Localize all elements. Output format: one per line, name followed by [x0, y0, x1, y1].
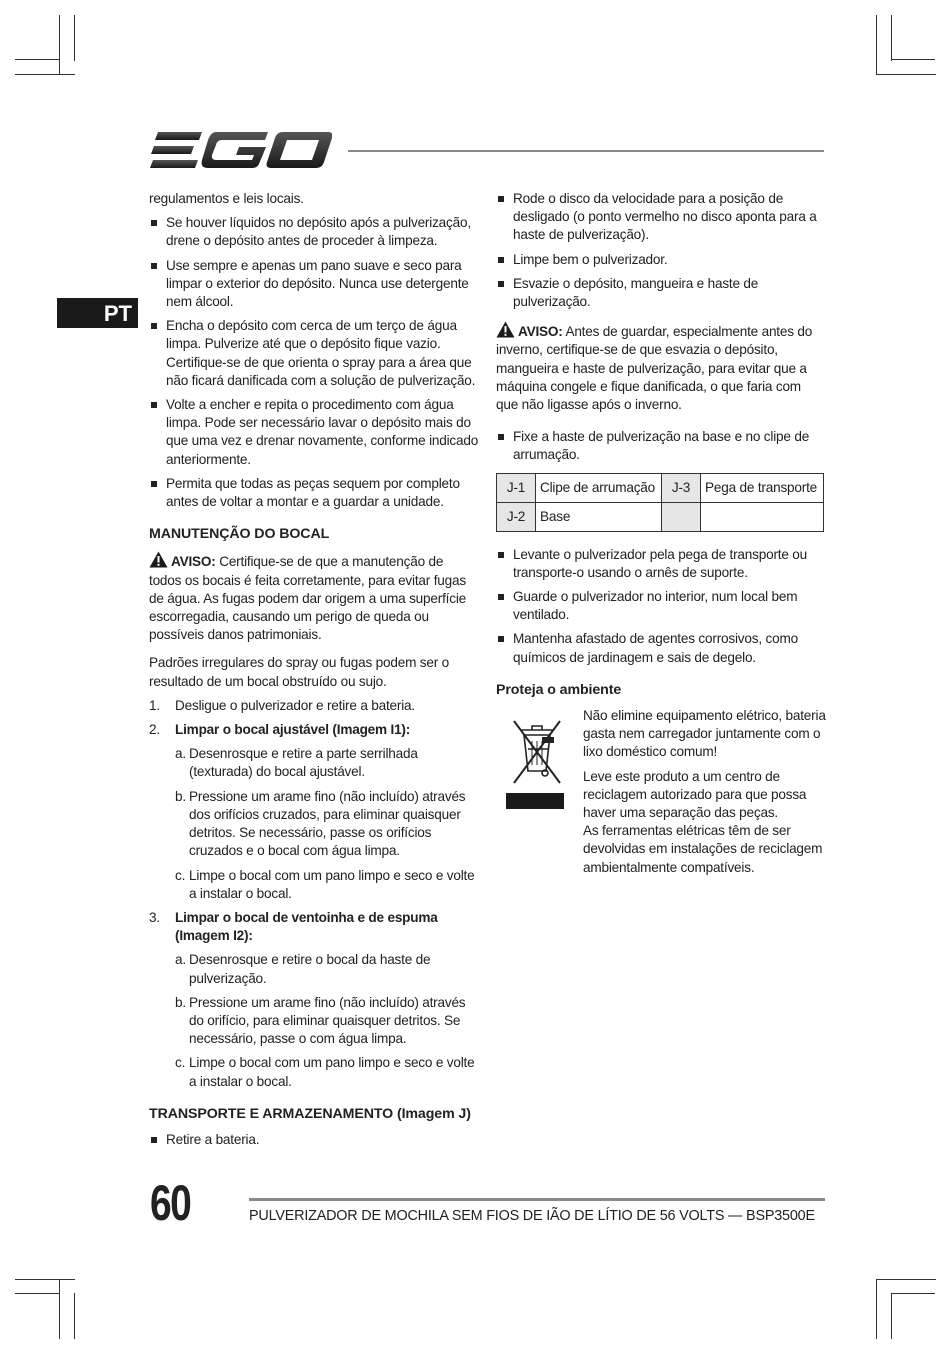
sub-step-text: Desenrosque e retire o bocal da haste de pulverização. — [189, 952, 431, 986]
crop-mark — [15, 1293, 59, 1294]
sub-step-text: Desenrosque e retire a parte serrilhada (texturada) do bocal ajustável. — [189, 746, 418, 780]
step-number: 2. — [149, 722, 160, 738]
environment-heading: Proteja o ambiente — [496, 681, 622, 698]
part-name: Clipe de arrumação — [536, 473, 662, 502]
crop-mark — [59, 15, 60, 75]
environment-paragraph: As ferramentas elétricas têm de ser devolvidas em instalações de reciclagem ambientalmente compatíveis. — [583, 823, 823, 875]
sub-step-letter: a. — [175, 746, 186, 762]
step-number: 1. — [149, 697, 160, 713]
language-tab: PT — [57, 298, 138, 328]
part-key: J-3 — [662, 473, 701, 502]
left-column — [149, 190, 479, 1155]
sub-step-letter: c. — [175, 1055, 186, 1071]
environment-section — [496, 707, 826, 877]
footer-rule — [249, 1198, 825, 1201]
crossed-wheelie-bin-icon — [506, 711, 566, 809]
crop-mark — [876, 1279, 877, 1339]
list-item: Use sempre e apenas um pano suave e seco para limpar o exterior do depósito. Nunca use detergente nem álcool. — [149, 257, 479, 312]
list-item: Levante o pulverizador pela pega de transporte ou transporte-o usando o arnês de suporte. — [496, 546, 826, 582]
list-item: Limpe bem o pulverizador. — [496, 251, 826, 269]
part-key: J-1 — [497, 473, 536, 502]
footer-title: PULVERIZADOR DE MOCHILA SEM FIOS DE IÃO DE LÍTIO DE 56 VOLTS — BSP3500E — [249, 1208, 815, 1224]
nozzle-heading: MANUTENÇÃO DO BOCAL — [149, 526, 330, 543]
sub-step — [175, 867, 479, 903]
sub-step-letter: c. — [175, 867, 186, 883]
storage-warning — [496, 321, 826, 414]
part-name: Pega de transporte — [701, 473, 824, 502]
list-item: Encha o depósito com cerca de um terço de água limpa. Pulverize até que o depósito fique vazio. Certifique-se de que orienta o spray para a área que não ficará danificada com a solução de pulverização. — [149, 317, 479, 390]
crop-mark — [15, 59, 59, 60]
crop-mark — [876, 1279, 936, 1280]
list-item: Mantenha afastado de agentes corrosivos, como químicos de jardinagem e sais de degelo. — [496, 630, 826, 666]
sub-step-list — [175, 951, 479, 1090]
sub-step-text: Pressione um arame fino (não incluído) através dos orifícios cruzados, para eliminar quaisquer detritos. Se necessário, passe os orifícios cruzados e o bocal com água limpa. — [189, 788, 466, 859]
sub-step-text: Limpe o bocal com um pano limpo e seco e volte a instalar o bocal. — [189, 1055, 475, 1089]
ego-logo — [150, 128, 332, 172]
part-name — [701, 502, 824, 531]
list-item: Permita que todas as peças sequem por completo antes de voltar a montar e a guardar a unidade. — [149, 475, 479, 511]
transport-heading: TRANSPORTE E ARMAZENAMENTO (Imagem J) — [149, 1105, 471, 1122]
list-item: Fixe a haste de pulverização na base e no clipe de arrumação. — [496, 428, 826, 464]
fix-bullet-list — [496, 428, 826, 464]
warning-label: AVISO: — [518, 324, 563, 340]
warning-label: AVISO: — [171, 554, 216, 570]
crop-mark — [74, 15, 75, 61]
part-name: Base — [536, 502, 662, 531]
crop-mark — [876, 74, 936, 75]
step-text: Desligue o pulverizador e retire a bateria. — [175, 697, 415, 713]
list-item: Retire a bateria. — [149, 1131, 479, 1149]
crop-mark — [15, 74, 75, 75]
warning-triangle-icon — [149, 551, 168, 568]
crop-mark — [891, 1293, 935, 1294]
crop-mark — [891, 59, 935, 60]
step-title: Limpar o bocal de ventoinha e de espuma (Imagem I2): — [175, 909, 438, 944]
list-item: Guarde o pulverizador no interior, num local bem ventilado. — [496, 588, 826, 624]
step-item — [149, 721, 479, 903]
step-title: Limpar o bocal ajustável (Imagem I1): — [175, 722, 411, 738]
page-number: 60 — [150, 1175, 191, 1231]
nozzle-warning — [149, 551, 479, 644]
sub-step — [175, 1054, 479, 1090]
cleaning-bullet-list — [149, 214, 479, 511]
environment-text — [583, 707, 826, 877]
crop-mark — [59, 1279, 60, 1339]
sub-step — [175, 788, 479, 861]
crop-mark — [74, 1293, 75, 1339]
sub-step-letter: a. — [175, 952, 186, 968]
environment-paragraph: Não elimine equipamento elétrico, bateria gasta nem carregador juntamente com o lixo doméstico comum! — [583, 708, 826, 760]
crop-mark — [891, 1293, 892, 1339]
sub-step-letter: b. — [175, 788, 186, 804]
list-item: Se houver líquidos no depósito após a pulverização, drene o depósito antes de proceder à limpeza. — [149, 214, 479, 250]
table-row — [497, 502, 824, 531]
sub-step-text: Limpe o bocal com um pano limpo e seco e volte a instalar o bocal. — [189, 867, 475, 901]
storage-bullet-list — [496, 190, 826, 311]
part-key: J-2 — [497, 502, 536, 531]
right-column — [496, 190, 826, 877]
warning-text: Certifique-se de que a manutenção de todos os bocais é feita corretamente, para evitar fugas de água. As fugas podem dar origem a uma superfície escorregadia, causando um perigo de queda ou possíveis danos patrimoniais. — [149, 554, 466, 643]
sub-step-letter: b. — [175, 994, 186, 1010]
step-item — [149, 697, 479, 715]
warning-text: Antes de guardar, especialmente antes do inverno, certifique-se de que esvazia o depósito, mangueira e haste de pulverização, para evitar que a máquina congele e fique danificada, o que faria com que não ligasse após o inverno. — [496, 324, 813, 413]
crop-mark — [891, 15, 892, 61]
parts-table — [496, 473, 824, 532]
list-item: Volte a encher e repita o procedimento com água limpa. Pode ser necessário lavar o depósito mais do que uma vez e drenar novamente, conforme indicado anteriormente. — [149, 396, 479, 469]
sub-step-list — [175, 745, 479, 903]
nozzle-paragraph: Padrões irregulares do spray ou fugas podem ser o resultado de um bocal obstruído ou sujo. — [149, 655, 450, 689]
intro-text: regulamentos e leis locais. — [149, 191, 304, 206]
step-number: 3. — [149, 909, 160, 925]
nozzle-steps — [149, 697, 479, 1091]
sub-step — [175, 994, 479, 1049]
step-item — [149, 909, 479, 1091]
crop-mark — [15, 1279, 75, 1280]
list-item: Rode o disco da velocidade para a posição de desligado (o ponto vermelho no disco aponta para a haste de pulverização). — [496, 190, 826, 245]
warning-triangle-icon — [496, 321, 515, 338]
sub-step — [175, 745, 479, 781]
sub-step-text: Pressione um arame fino (não incluído) através do orifício, para eliminar quaisquer detritos. Se necessário, passe o com água limpa. — [189, 994, 466, 1047]
logo-text: EGO — [150, 128, 153, 129]
carry-bullet-list — [496, 546, 826, 667]
header-rule — [348, 150, 824, 152]
list-item: Esvazie o depósito, mangueira e haste de pulverização. — [496, 275, 826, 311]
table-row — [497, 473, 824, 502]
sub-step — [175, 951, 479, 987]
part-key — [662, 502, 701, 531]
crop-mark — [876, 15, 877, 75]
transport-bullet-list — [149, 1131, 479, 1149]
environment-paragraph: Leve este produto a um centro de reciclagem autorizado para que possa haver uma separação das peças. — [583, 768, 807, 821]
